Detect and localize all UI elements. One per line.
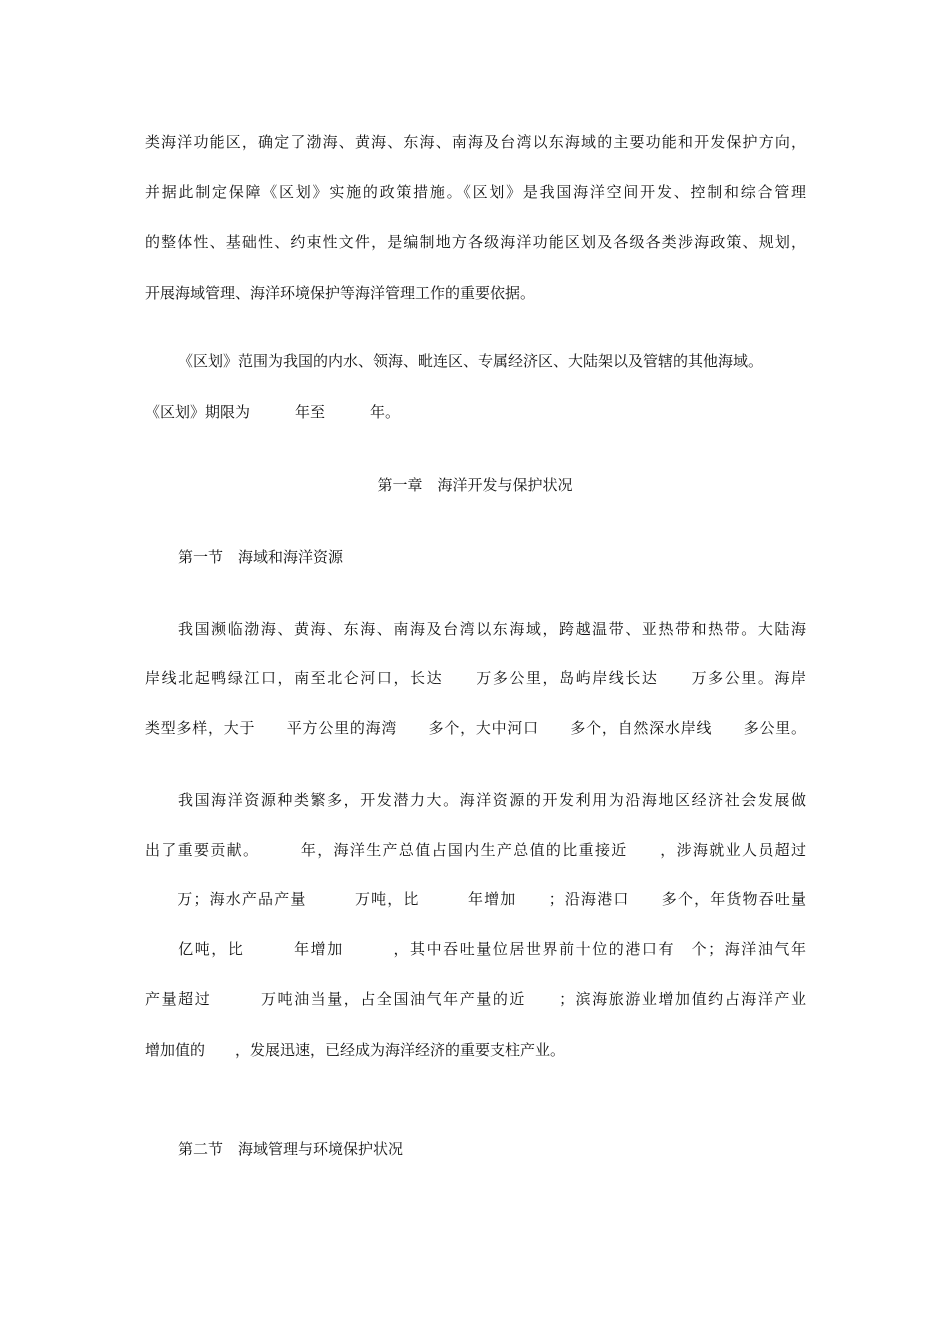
intro-line-1: 类海洋功能区，确定了渤海、黄海、东海、南海及台湾以东海域的主要功能和开发保护方向， — [145, 133, 806, 151]
section1-para2-line-3: 万；海水产品产量 万吨，比 年增加 ；沿海港口 多个，年货物吞吐量 — [145, 890, 806, 908]
section1-para1-line-1: 我国濒临渤海、黄海、东海、南海及台湾以东海域，跨越温带、亚热带和热带。大陆海 — [178, 620, 806, 638]
chapter-title: 第一章 海洋开发与保护状况 — [377, 476, 573, 494]
intro-line-4: 开展海域管理、海洋环境保护等海洋管理工作的重要依据。 — [145, 284, 536, 302]
intro-line-3: 的整体性、基础性、约束性文件，是编制地方各级海洋功能区划及各级各类涉海政策、规划， — [145, 233, 806, 251]
section1-para2-line-1: 我国海洋资源种类繁多，开发潜力大。海洋资源的开发利用为沿海地区经济社会发展做 — [178, 791, 806, 809]
section1-para2-line-5: 产量超过 万吨油当量，占全国油气年产量的近 ；滨海旅游业增加值约占海洋产业 — [145, 990, 806, 1008]
section1-para2-line-2: 出了重要贡献。 年，海洋生产总值占国内生产总值的比重接近 ，涉海就业人员超过 — [145, 841, 806, 859]
intro-line-2: 并据此制定保障《区划》实施的政策措施。《区划》是我国海洋空间开发、控制和综合管理 — [145, 183, 806, 201]
section1-para1-line-2: 岸线北起鸭绿江口，南至北仑河口，长达 万多公里，岛屿岸线长达 万多公里。海岸 — [145, 669, 806, 687]
section1-para2-line-4: 亿吨，比 年增加 ，其中吞吐量位居世界前十位的港口有 个；海洋油气年 — [145, 940, 806, 958]
scope-line-1: 《区划》范围为我国的内水、领海、毗连区、专属经济区、大陆架以及管辖的其他海域。 — [178, 352, 764, 370]
scope-line-2: 《区划》期限为 年至 年。 — [145, 403, 401, 421]
section1-para1-line-3: 类型多样，大于 平方公里的海湾 多个，大中河口 多个，自然深水岸线 多公里。 — [145, 719, 806, 737]
section1-para2-line-6: 增加值的 ，发展迅速，已经成为海洋经济的重要支柱产业。 — [145, 1041, 566, 1059]
section2-title: 第二节 海域管理与环境保护状况 — [178, 1140, 404, 1158]
section1-title: 第一节 海域和海洋资源 — [178, 548, 344, 566]
